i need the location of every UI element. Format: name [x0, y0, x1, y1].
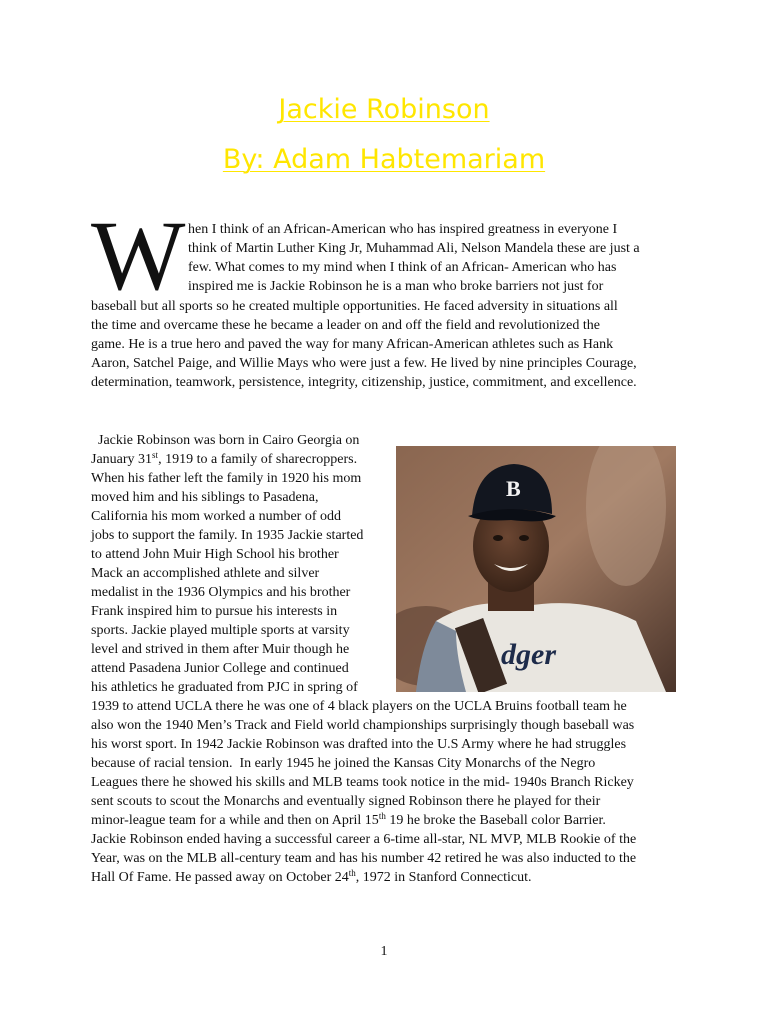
drop-cap: W	[91, 200, 186, 311]
text-line	[91, 811, 636, 830]
text-line: his athletics he graduated from PJC in spring of	[91, 680, 358, 695]
jackie-robinson-photo	[396, 446, 676, 692]
text-line: Frank inspired him to pursue his interests in	[91, 604, 338, 619]
text-line: inspired me is Jackie Robinson he is a man who broke barriers not just for	[188, 279, 604, 294]
text-line: Year, was on the MLB all-century team and has his number 42 retired he was also inducted to the	[91, 851, 637, 866]
text-line: Mack an accomplished athlete and silver	[91, 566, 320, 581]
date-text: January 31	[91, 452, 153, 467]
cap-logo: B	[506, 476, 521, 501]
text-line: game. He is a true hero and paved the way for many African-American athletes such as Hank	[91, 337, 614, 352]
text-line: also won the 1940 Men’s Track and Field world championships surprisingly though baseball was	[91, 718, 635, 733]
portrait-illustration	[396, 446, 676, 692]
text-line: moved him and his siblings to Pasadena,	[91, 490, 319, 505]
date-text: , 1972 in Stanford Connecticut.	[355, 870, 532, 885]
text-line: baseball but all sports so he created multiple opportunities. He faced adversity in situations all	[91, 299, 618, 314]
text-line: attend Pasadena Junior College and continued	[91, 661, 349, 676]
text-line: medalist in the 1936 Olympics and his brother	[91, 585, 351, 600]
text-line: level and strived in them after Muir though he	[91, 642, 350, 657]
text-line: Jackie Robinson was born in Cairo Georgia on	[91, 433, 360, 448]
intro-paragraph-full	[91, 297, 637, 392]
text-line: because of racial tension. In early 1945 he joined the Kansas City Monarchs of the Negro	[91, 756, 596, 771]
text-line: Leagues there he showed his skills and MLB teams took notice in the mid- 1940s Branch Rickey	[91, 775, 634, 790]
date-text: minor-league team for a while and then on April 15	[91, 813, 379, 828]
text-line: jobs to support the family. In 1935 Jackie started	[91, 528, 364, 543]
text-line: his worst sport. In 1942 Jackie Robinson was drafted into the U.S Army where he had struggles	[91, 737, 627, 752]
bio-paragraph-full	[91, 697, 636, 887]
jersey-lettering: dger	[501, 638, 556, 671]
ordinal-suffix: st	[152, 450, 159, 460]
ordinal-suffix: th	[378, 811, 386, 821]
date-text: 19 he broke the Baseball color Barrier.	[385, 813, 606, 828]
text-line: Jackie Robinson ended having a successful career a 6-time all-star, NL MVP, MLB Rookie of the	[91, 832, 637, 847]
text-line: sent scouts to scout the Monarchs and eventually signed Robinson there he played for their	[91, 794, 601, 809]
text-line: When his father left the family in 1920 his mom	[91, 471, 362, 486]
text-line: 1939 to attend UCLA there he was one of 4 black players on the UCLA Bruins football team he	[91, 699, 627, 714]
ordinal-suffix: th	[348, 868, 356, 878]
intro-paragraph-wrapped	[188, 220, 640, 296]
bio-paragraph-wrapped	[91, 431, 363, 697]
page-number: 1	[380, 944, 388, 959]
text-line: determination, teamwork, persistence, integrity, citizenship, justice, commitment, and excellence.	[91, 375, 637, 390]
date-text: Hall Of Fame. He passed away on October 24	[91, 870, 349, 885]
text-line: the time and overcame these he became a leader on and off the field and revolutionized the	[91, 318, 600, 333]
document-byline: By: Adam Habtemariam	[222, 144, 546, 175]
text-line: think of Martin Luther King Jr, Muhammad Ali, Nelson Mandela these are just a	[188, 241, 640, 256]
text-line: few. What comes to my mind when I think of an African- American who has	[188, 260, 617, 275]
text-line: hen I think of an African-American who has inspired greatness in everyone I	[188, 222, 618, 237]
text-line: Aaron, Satchel Paige, and Willie Mays who were just a few. He lived by nine principles Courage,	[91, 356, 637, 371]
text-line: sports. Jackie played multiple sports at varsity	[91, 623, 350, 638]
text-line: to attend John Muir High School his brother	[91, 547, 339, 562]
text-line	[91, 868, 636, 887]
text-line: California his mom worked a number of odd	[91, 509, 342, 524]
document-title: Jackie Robinson	[278, 94, 490, 125]
date-text: , 1919 to a family of sharecroppers.	[158, 452, 358, 467]
text-line	[91, 450, 363, 469]
